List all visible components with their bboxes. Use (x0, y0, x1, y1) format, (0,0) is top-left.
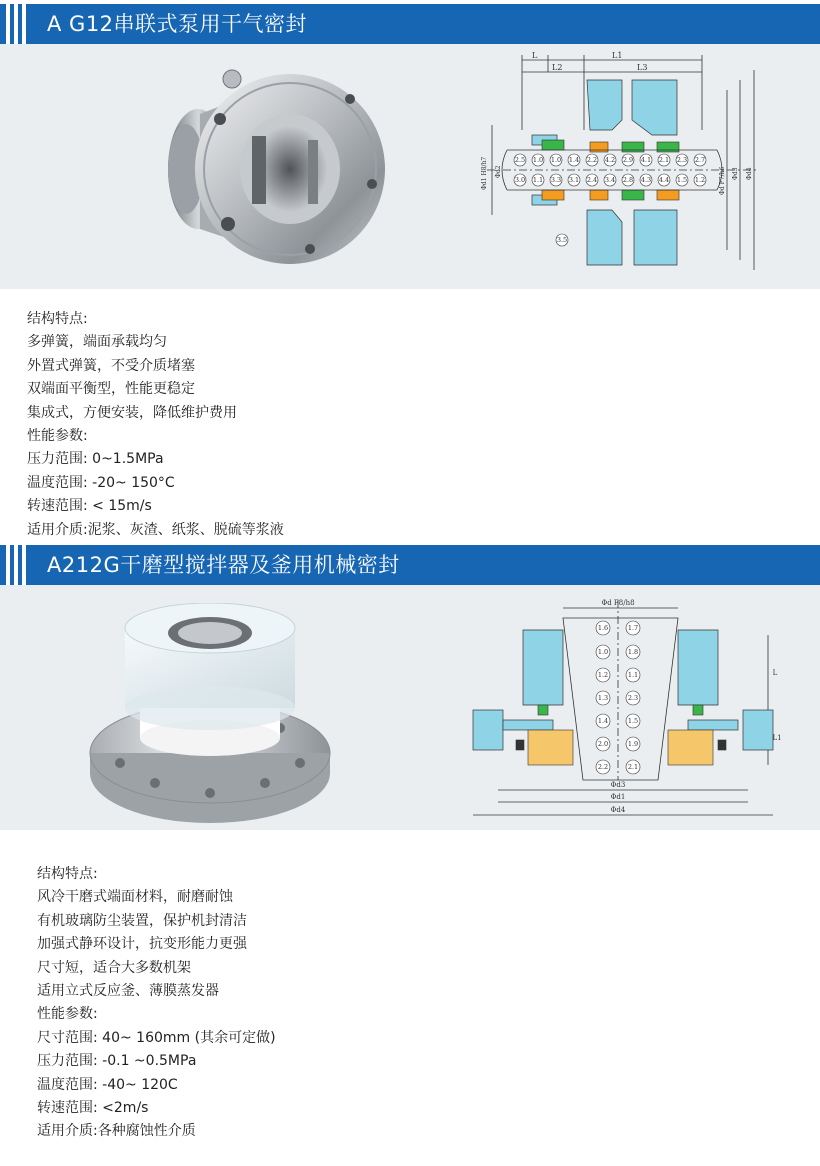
svg-text:3.5: 3.5 (556, 236, 568, 244)
svg-text:2.0: 2.0 (597, 740, 609, 748)
svg-text:1.3: 1.3 (597, 694, 609, 702)
svg-text:2.5: 2.5 (514, 156, 526, 164)
dim-label-top: Φd F8/h8 (601, 599, 635, 607)
ag12-dimension-labels (532, 51, 647, 72)
section-2-description (37, 863, 276, 1144)
text-line: 性能参数: (37, 1006, 98, 1023)
svg-text:1.6: 1.6 (597, 624, 609, 632)
svg-text:4.3: 4.3 (640, 176, 652, 184)
svg-text:1.4: 1.4 (568, 156, 580, 164)
svg-text:1.2: 1.2 (597, 671, 609, 679)
text-line: 温度范围: -40~ 120C (37, 1076, 178, 1093)
svg-text:2.9: 2.9 (622, 156, 634, 164)
section-1-title: A G12串联式泵用干气密封 (47, 12, 308, 36)
banner-stripes-decoration (0, 545, 40, 585)
text-line: 结构特点: (27, 311, 88, 327)
text-line: 集成式，方便安装，降低维护费用 (27, 404, 237, 421)
svg-text:3.0: 3.0 (514, 176, 526, 184)
text-line: 适用立式反应釜、薄膜蒸发器 (37, 983, 219, 1000)
text-line: 压力范围: 0~1.5MPa (27, 451, 164, 468)
svg-text:1.9: 1.9 (627, 740, 639, 748)
svg-text:1.4: 1.4 (597, 717, 609, 725)
a212g-section-drawing (468, 590, 788, 825)
svg-text:2.1: 2.1 (658, 156, 670, 164)
text-line: 外置式弹簧，不受介质堵塞 (27, 357, 195, 374)
dim-label-d1: Φd1 (610, 793, 626, 801)
svg-text:1.0: 1.0 (597, 648, 609, 656)
section-1-image-panel (0, 44, 820, 289)
svg-text:4.2: 4.2 (604, 156, 616, 164)
svg-text:2.1: 2.1 (627, 763, 639, 771)
svg-text:Φd2: Φd2 (495, 165, 502, 178)
dim-label-d3: Φd3 (610, 781, 626, 789)
text-line: 双端面平衡型，性能更稳定 (27, 381, 195, 398)
svg-text:3.1: 3.1 (568, 176, 580, 184)
text-line: 适用介质:泥浆、灰渣、纸浆、脱硫等浆液 (27, 521, 284, 538)
svg-text:2.2: 2.2 (586, 156, 598, 164)
text-line: 有机玻璃防尘装置，保护机封清洁 (37, 912, 247, 929)
dim-label-L: L (532, 51, 538, 60)
text-line: 压力范围: -0.1 ~0.5MPa (37, 1053, 197, 1070)
svg-text:1.0: 1.0 (550, 156, 562, 164)
section-2-image-panel (0, 585, 820, 830)
svg-text:4.1: 4.1 (640, 156, 652, 164)
text-line: 加强式静环设计，抗变形能力更强 (37, 936, 247, 953)
text-line: 温度范围: -20~ 150°C (27, 474, 175, 491)
svg-text:4.4: 4.4 (658, 176, 670, 184)
text-line: 多弹簧，端面承载均匀 (27, 334, 167, 351)
dim-label-L1: L1 (772, 734, 782, 742)
dim-label-L3: L3 (637, 63, 648, 72)
text-line: 尺寸短，适合大多数机架 (37, 959, 191, 976)
svg-text:1.1: 1.1 (627, 671, 639, 679)
svg-text:1.1: 1.1 (532, 176, 544, 184)
svg-text:Φd F7/h6: Φd F7/h6 (719, 166, 726, 195)
svg-text:2.8: 2.8 (622, 176, 634, 184)
svg-text:1.5: 1.5 (627, 717, 639, 725)
svg-text:2.3: 2.3 (676, 156, 688, 164)
banner-stripes-decoration (0, 4, 40, 44)
svg-text:3.3: 3.3 (550, 176, 562, 184)
svg-text:Φd3: Φd3 (732, 167, 739, 180)
svg-text:2.7: 2.7 (694, 156, 706, 164)
svg-text:1.8: 1.8 (627, 648, 639, 656)
a212g-seal-photo (80, 603, 340, 823)
svg-text:1.2: 1.2 (694, 176, 706, 184)
ag12-section-drawing (472, 50, 772, 285)
text-line: 转速范围: <2m/s (37, 1100, 149, 1117)
svg-text:2.3: 2.3 (627, 694, 639, 702)
svg-text:2.4: 2.4 (586, 176, 598, 184)
section-1-banner (0, 4, 820, 44)
text-line: 性能参数: (27, 428, 88, 445)
text-line: 尺寸范围: 40~ 160mm (其余可定做) (37, 1029, 276, 1046)
svg-text:2.2: 2.2 (597, 763, 609, 771)
svg-text:Φd4: Φd4 (746, 167, 753, 180)
text-line: 风冷干磨式端面材料，耐磨耐蚀 (37, 889, 233, 906)
dim-label-L1: L1 (612, 51, 623, 60)
text-line: 结构特点: (37, 866, 98, 882)
dim-label-d4: Φd4 (610, 806, 626, 814)
section-2-title: A212G干磨型搅拌器及釜用机械密封 (47, 553, 400, 577)
ag12-seal-photo (140, 44, 470, 289)
svg-text:Φd1 H8/h7: Φd1 H8/h7 (481, 156, 488, 190)
svg-text:3.4: 3.4 (604, 176, 616, 184)
text-line: 适用介质:各种腐蚀性介质 (37, 1123, 196, 1140)
svg-text:1.0: 1.0 (532, 156, 544, 164)
svg-text:1.7: 1.7 (627, 624, 639, 632)
dim-label-L: L (772, 669, 778, 677)
svg-text:1.5: 1.5 (676, 176, 688, 184)
dim-label-L2: L2 (552, 63, 563, 72)
section-1-description (27, 308, 284, 542)
text-line: 转速范围: < 15m/s (27, 498, 152, 515)
section-2-banner (0, 545, 820, 585)
